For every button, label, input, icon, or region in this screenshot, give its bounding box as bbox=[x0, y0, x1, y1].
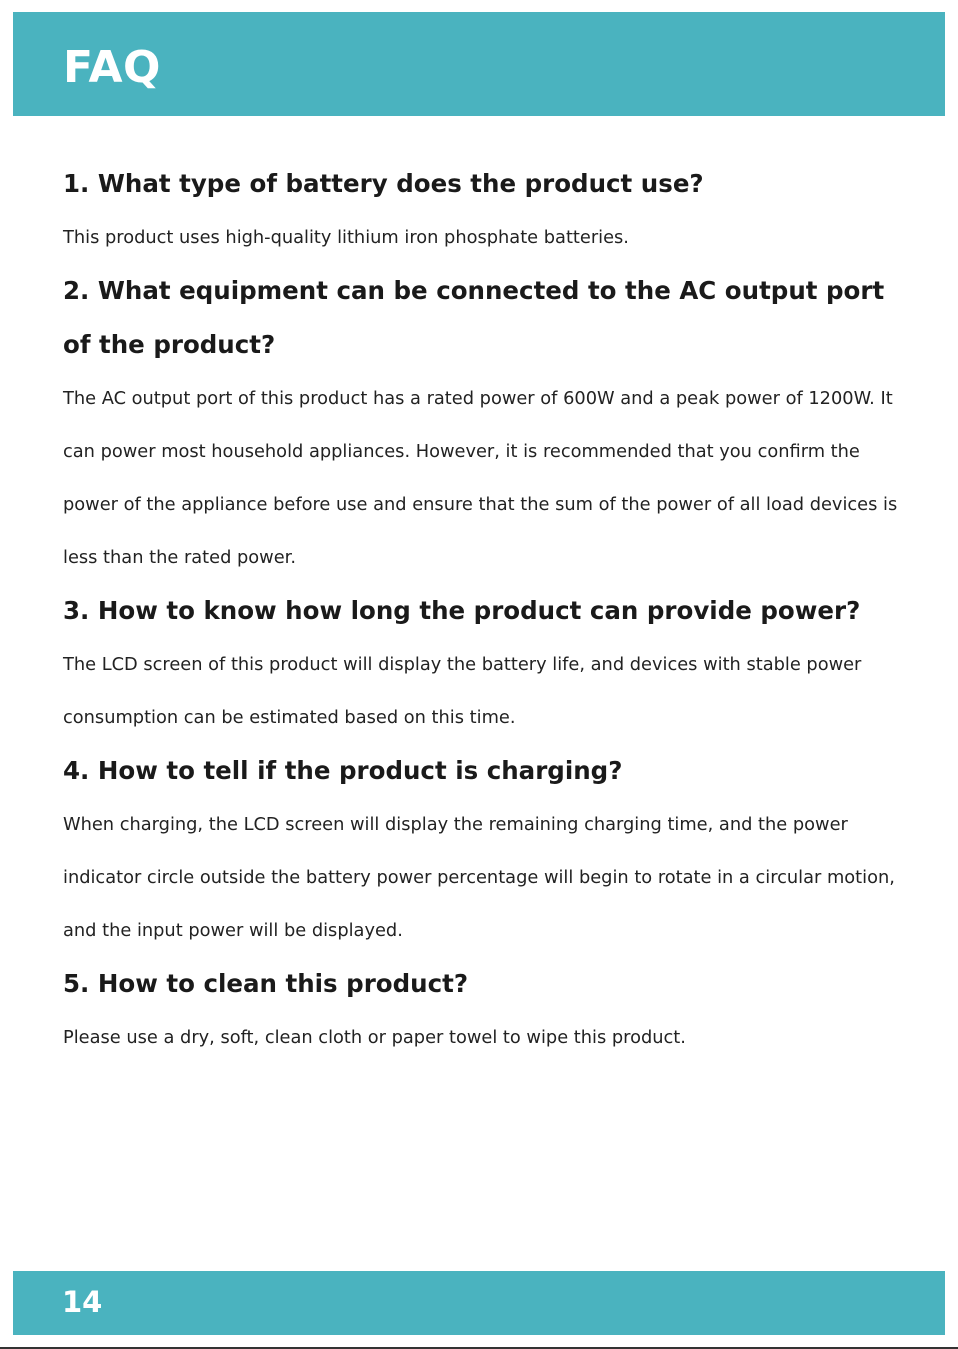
faq-answer-5: Please use a dry, soft, clean cloth or paper towel to wipe this product. bbox=[63, 1027, 686, 1048]
faq-item-2 bbox=[63, 264, 903, 584]
page-number: 14 bbox=[62, 1285, 103, 1319]
faq-answer-2: The AC output port of this product has a rated power of 600W and a peak power of 1200W. It can power most household appliances. However, it is recommended that you confirm the power of the appliance before use and ensure that the sum of the power of all load devices is less than the rated power. bbox=[63, 388, 898, 568]
faq-item-3 bbox=[63, 584, 903, 744]
faq-question-4: 4. How to tell if the product is charging? bbox=[63, 756, 623, 785]
faq-item-1 bbox=[63, 157, 903, 264]
faq-answer-3: The LCD screen of this product will display the battery life, and devices with stable power consumption can be estimated based on this time. bbox=[63, 654, 862, 728]
faq-question-5: 5. How to clean this product? bbox=[63, 969, 469, 998]
faq-question-3: 3. How to know how long the product can provide power? bbox=[63, 596, 861, 625]
page-title: FAQ bbox=[63, 42, 161, 93]
faq-item-4 bbox=[63, 744, 903, 957]
faq-question-2: 2. What equipment can be connected to the AC output port of the product? bbox=[63, 276, 885, 359]
faq-question-1: 1. What type of battery does the product use? bbox=[63, 169, 704, 198]
faq-item-5 bbox=[63, 957, 903, 1064]
faq-list bbox=[63, 157, 903, 1064]
faq-answer-4: When charging, the LCD screen will display the remaining charging time, and the power indicator circle outside the battery power percentage will begin to rotate in a circular motion, and the input power will be displayed. bbox=[63, 814, 895, 941]
faq-answer-1: This product uses high-quality lithium iron phosphate batteries. bbox=[63, 227, 629, 248]
footer-bar bbox=[13, 1271, 945, 1335]
header-bar bbox=[13, 12, 945, 116]
